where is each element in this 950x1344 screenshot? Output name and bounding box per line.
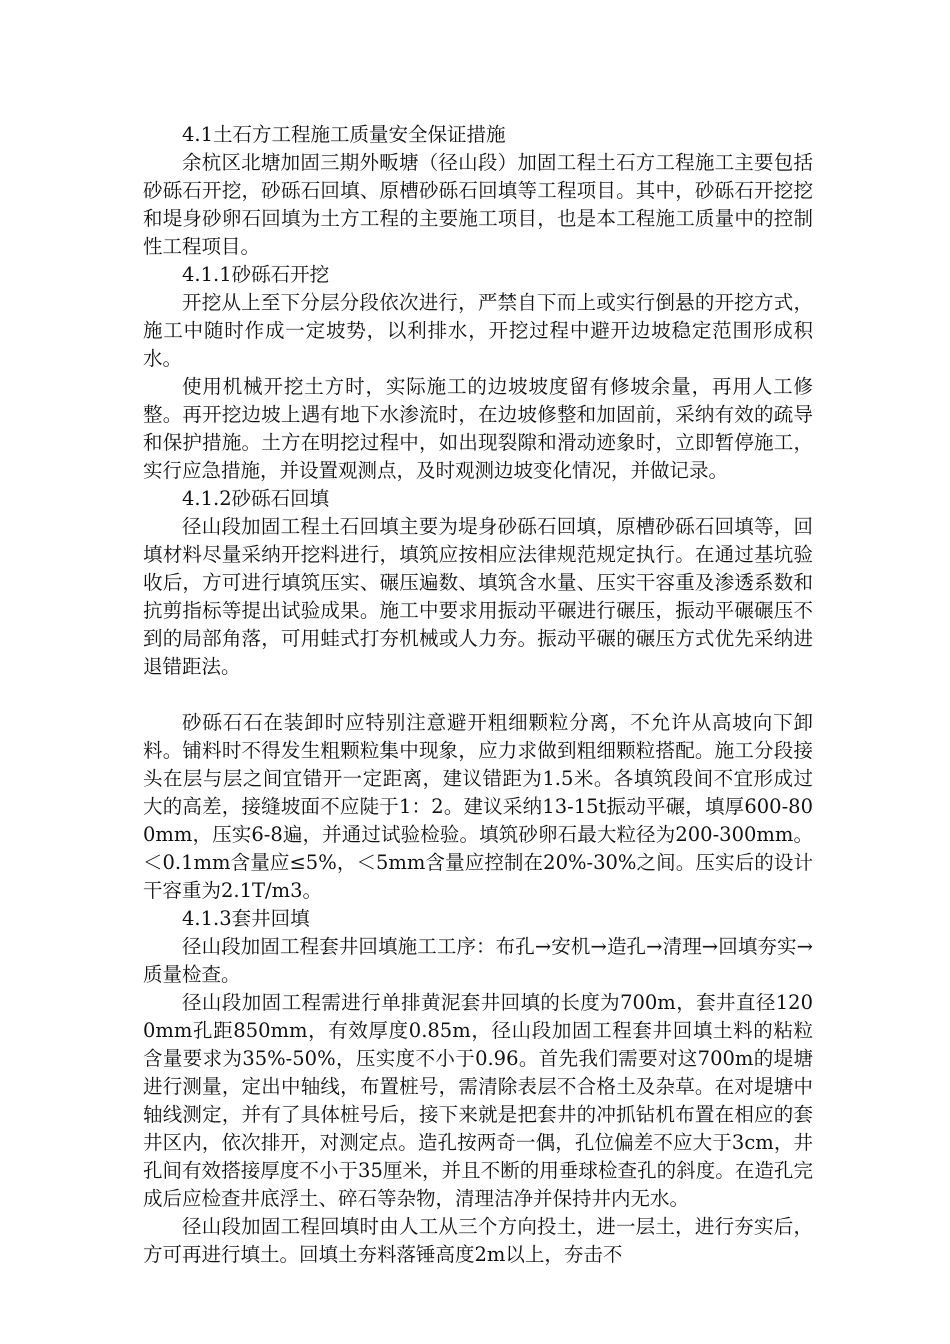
section-heading: 4.1土石方工程施工质量安全保证措施 [182,123,506,146]
subsection-heading: 4.1.3套井回填 [182,907,310,930]
body-paragraph: 砂砾石石在装卸时应特别注意避开粗细颗粒分离，不允许从高坡向下卸料。铺料时不得发生粗颗粒集中现象，应力求做到粗细颗粒搭配。施工分段接头在层与层之间宜错开一定距离，建议错距为1.5米。各填筑段间不宜形成过大的高差，接缝坡面不应陡于1：2。建议采纳13-15t振动平碾，填厚600-800mm，压实6-8遍，并通过试验检验。填筑砂卵石最大粒径为200-300mm。＜0.1mm含量应≤5%，＜5mm含量应控制在20%-30%之间。压实后的设计干容重为2.1T/m3。 [143,711,813,902]
body-paragraph: 径山段加固工程土石回填主要为堤身砂砾石回填，原槽砂砾石回填等，回填材料尽量采纳开挖料进行，填筑应按相应法律规范规定执行。在通过基坑验收后，方可进行填筑压实、碾压遍数、填筑含水量、压实干容重及渗透系数和抗剪指标等提出试验成果。施工中要求用振动平碾进行碾压，振动平碾碾压不到的局部角落，可用蛙式打夯机械或人力夯。振动平碾的碾压方式优先采纳进退错距法。 [143,515,813,678]
body-paragraph: 径山段加固工程套井回填施工工序：布孔→安机→造孔→清理→回填夯实→质量检查。 [143,935,813,986]
document-body [143,121,813,1269]
body-paragraph: 径山段加固工程需进行单排黄泥套井回填的长度为700m，套井直径1200mm孔距850mm，有效厚度0.85m，径山段加固工程套井回填土料的粘粒含量要求为35%-50%，压实度不小于0.96。首先我们需要对这700m的堤塘进行测量，定出中轴线，布置桩号，需清除表层不合格土及杂草。在对堤塘中轴线测定，并有了具体桩号后，接下来就是把套井的冲抓钻机布置在相应的套井区内，依次排开，对测定点。造孔按两奇一偶，孔位偏差不应大于3cm，井孔间有效搭接厚度不小于35厘米，并且不断的用垂球检查孔的斜度。在造孔完成后应检查井底浮土、碎石等杂物，清理洁净并保持井内无水。 [143,991,813,1210]
subsection-heading: 4.1.2砂砾石回填 [182,487,330,510]
body-paragraph: 余杭区北塘加固三期外畈塘（径山段）加固工程土石方工程施工主要包括砂砾石开挖，砂砾石回填、原槽砂砾石回填等工程项目。其中，砂砾石开挖挖和堤身砂卵石回填为土方工程的主要施工项目，也是本工程施工质量中的控制性工程项目。 [143,151,813,258]
body-paragraph: 使用机械开挖土方时，实际施工的边坡坡度留有修坡余量，再用人工修整。再开挖边坡上遇有地下水渗流时，在边坡修整和加固前，采纳有效的疏导和保护措施。土方在明挖过程中，如出现裂隙和滑动迹象时，立即暂停施工，实行应急措施，并设置观测点，及时观测边坡变化情况，并做记录。 [143,375,813,482]
subsection-heading: 4.1.1砂砾石开挖 [182,263,330,286]
body-paragraph: 径山段加固工程回填时由人工从三个方向投土，进一层土，进行夯实后，方可再进行填土。回填土夯料落锤高度2m以上，夯击不 [143,1215,813,1266]
body-paragraph: 开挖从上至下分层分段依次进行，严禁自下而上或实行倒悬的开挖方式，施工中随时作成一定坡势，以利排水，开挖过程中避开边坡稳定范围形成积水。 [143,291,813,370]
